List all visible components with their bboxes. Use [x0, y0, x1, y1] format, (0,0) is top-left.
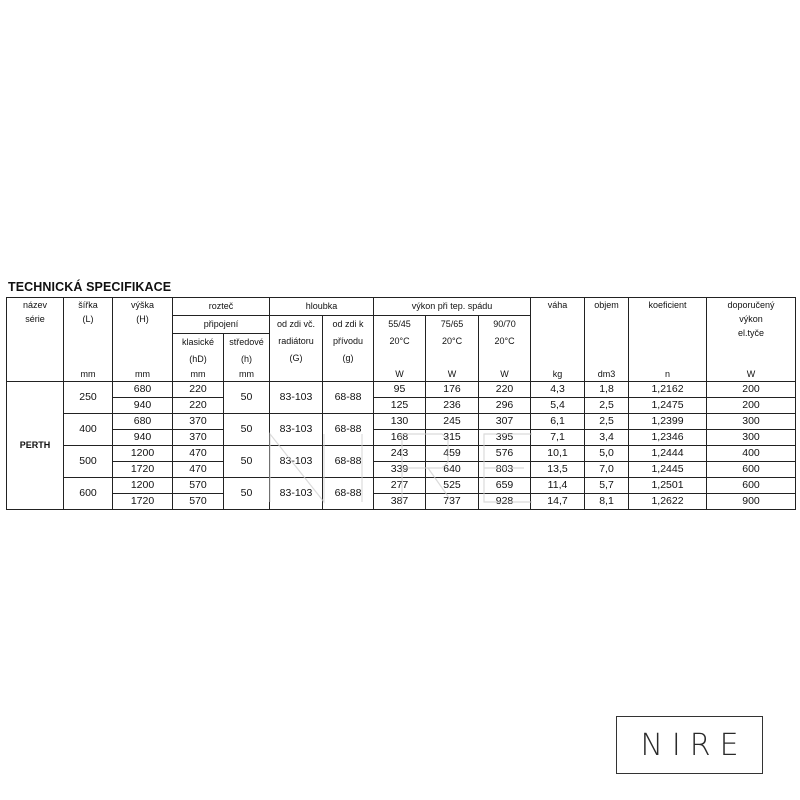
recommended-cell: 400 [707, 446, 796, 462]
wall-cell: 83-103 [270, 446, 323, 478]
p1-cell: 243 [374, 446, 426, 462]
table-row [7, 398, 796, 414]
classic-cell: 370 [173, 430, 224, 446]
brand-logo-text: NIRE [640, 727, 748, 763]
p3-cell: 220 [479, 382, 531, 398]
height-cell: 1720 [113, 462, 173, 478]
unit-name [7, 368, 64, 382]
header-row-1 [7, 298, 796, 316]
unit-p1: W [374, 368, 426, 382]
coefficient-cell: 1,2501 [629, 478, 707, 494]
width-cell: 250 [64, 382, 113, 414]
col-header-depth: hloubka [270, 298, 374, 316]
unit-width: mm [64, 368, 113, 382]
classic-cell: 470 [173, 446, 224, 462]
weight-cell: 4,3 [531, 382, 585, 398]
wall-cell: 83-103 [270, 478, 323, 510]
weight-cell: 11,4 [531, 478, 585, 494]
width-cell: 500 [64, 446, 113, 478]
p2-cell: 245 [426, 414, 479, 430]
middle-cell: 50 [224, 446, 270, 478]
table-row [7, 462, 796, 478]
wall-cell: 83-103 [270, 414, 323, 446]
weight-cell: 7,1 [531, 430, 585, 446]
height-cell: 1200 [113, 478, 173, 494]
p1-cell: 125 [374, 398, 426, 414]
weight-cell: 13,5 [531, 462, 585, 478]
coefficient-cell: 1,2445 [629, 462, 707, 478]
unit-volume: dm3 [585, 368, 629, 382]
series-name: PERTH [7, 382, 64, 510]
height-cell: 680 [113, 414, 173, 430]
p3-cell: 659 [479, 478, 531, 494]
table-row [7, 414, 796, 430]
unit-height: mm [113, 368, 173, 382]
middle-cell: 50 [224, 382, 270, 414]
col-header-volume: objem [585, 298, 629, 369]
recommended-cell: 900 [707, 494, 796, 510]
p2-cell: 525 [426, 478, 479, 494]
classic-cell: 470 [173, 462, 224, 478]
col-header-recommended: doporučený výkon el.tyče [707, 298, 796, 369]
supply-cell: 68-88 [323, 382, 374, 414]
section-title: TECHNICKÁ SPECIFIKACE [8, 280, 172, 294]
height-cell: 1200 [113, 446, 173, 462]
table-row [7, 382, 796, 398]
classic-cell: 220 [173, 398, 224, 414]
spec-table [6, 297, 796, 510]
classic-cell: 220 [173, 382, 224, 398]
weight-cell: 6,1 [531, 414, 585, 430]
height-cell: 680 [113, 382, 173, 398]
recommended-cell: 200 [707, 382, 796, 398]
coefficient-cell: 1,2162 [629, 382, 707, 398]
table-row [7, 494, 796, 510]
p2-cell: 737 [426, 494, 479, 510]
height-cell: 940 [113, 398, 173, 414]
p3-cell: 395 [479, 430, 531, 446]
p3-cell: 803 [479, 462, 531, 478]
table-row [7, 446, 796, 462]
col-header-width: šířka (L) [64, 298, 113, 369]
col-header-temp-90-70: 90/70 20°C [479, 316, 531, 369]
coefficient-cell: 1,2475 [629, 398, 707, 414]
p3-cell: 296 [479, 398, 531, 414]
col-header-temp-75-65: 75/65 20°C [426, 316, 479, 369]
weight-cell: 5,4 [531, 398, 585, 414]
p1-cell: 339 [374, 462, 426, 478]
coefficient-cell: 1,2622 [629, 494, 707, 510]
p1-cell: 95 [374, 382, 426, 398]
middle-cell: 50 [224, 478, 270, 510]
col-header-temp-55-45: 55/45 20°C [374, 316, 426, 369]
wall-cell: 83-103 [270, 382, 323, 414]
classic-cell: 570 [173, 478, 224, 494]
classic-cell: 570 [173, 494, 224, 510]
p2-cell: 459 [426, 446, 479, 462]
unit-p3: W [479, 368, 531, 382]
p1-cell: 277 [374, 478, 426, 494]
recommended-cell: 300 [707, 414, 796, 430]
supply-cell: 68-88 [323, 446, 374, 478]
p3-cell: 307 [479, 414, 531, 430]
supply-cell: 68-88 [323, 478, 374, 510]
col-header-weight: váha [531, 298, 585, 369]
unit-classic: mm [173, 368, 224, 382]
unit-row [7, 368, 796, 382]
volume-cell: 7,0 [585, 462, 629, 478]
classic-cell: 370 [173, 414, 224, 430]
unit-supply [323, 368, 374, 382]
coefficient-cell: 1,2444 [629, 446, 707, 462]
recommended-cell: 600 [707, 462, 796, 478]
col-header-height: výška (H) [113, 298, 173, 369]
p1-cell: 387 [374, 494, 426, 510]
p3-cell: 576 [479, 446, 531, 462]
unit-coefficient: n [629, 368, 707, 382]
volume-cell: 3,4 [585, 430, 629, 446]
volume-cell: 5,7 [585, 478, 629, 494]
p3-cell: 928 [479, 494, 531, 510]
unit-recommended: W [707, 368, 796, 382]
table-row [7, 478, 796, 494]
unit-wall [270, 368, 323, 382]
col-header-classic: klasické (hD) [173, 334, 224, 369]
recommended-cell: 200 [707, 398, 796, 414]
weight-cell: 14,7 [531, 494, 585, 510]
width-cell: 600 [64, 478, 113, 510]
p1-cell: 130 [374, 414, 426, 430]
volume-cell: 5,0 [585, 446, 629, 462]
coefficient-cell: 1,2346 [629, 430, 707, 446]
p2-cell: 640 [426, 462, 479, 478]
width-cell: 400 [64, 414, 113, 446]
middle-cell: 50 [224, 414, 270, 446]
p1-cell: 168 [374, 430, 426, 446]
p2-cell: 176 [426, 382, 479, 398]
unit-middle: mm [224, 368, 270, 382]
recommended-cell: 300 [707, 430, 796, 446]
p2-cell: 315 [426, 430, 479, 446]
col-header-wall: od zdi vč. radiátoru (G) [270, 316, 323, 369]
col-header-middle: středové (h) [224, 334, 270, 369]
col-header-supply: od zdi k přívodu (g) [323, 316, 374, 369]
volume-cell: 2,5 [585, 414, 629, 430]
p2-cell: 236 [426, 398, 479, 414]
volume-cell: 8,1 [585, 494, 629, 510]
height-cell: 1720 [113, 494, 173, 510]
volume-cell: 2,5 [585, 398, 629, 414]
height-cell: 940 [113, 430, 173, 446]
col-header-connection: připojení [173, 316, 270, 334]
supply-cell: 68-88 [323, 414, 374, 446]
col-header-name: název série [7, 298, 64, 369]
volume-cell: 1,8 [585, 382, 629, 398]
weight-cell: 10,1 [531, 446, 585, 462]
col-header-spacing: rozteč [173, 298, 270, 316]
col-header-coefficient: koeficient [629, 298, 707, 369]
coefficient-cell: 1,2399 [629, 414, 707, 430]
recommended-cell: 600 [707, 478, 796, 494]
table-row [7, 430, 796, 446]
unit-weight: kg [531, 368, 585, 382]
col-header-output: výkon při tep. spádu [374, 298, 531, 316]
brand-logo [616, 716, 763, 774]
unit-p2: W [426, 368, 479, 382]
